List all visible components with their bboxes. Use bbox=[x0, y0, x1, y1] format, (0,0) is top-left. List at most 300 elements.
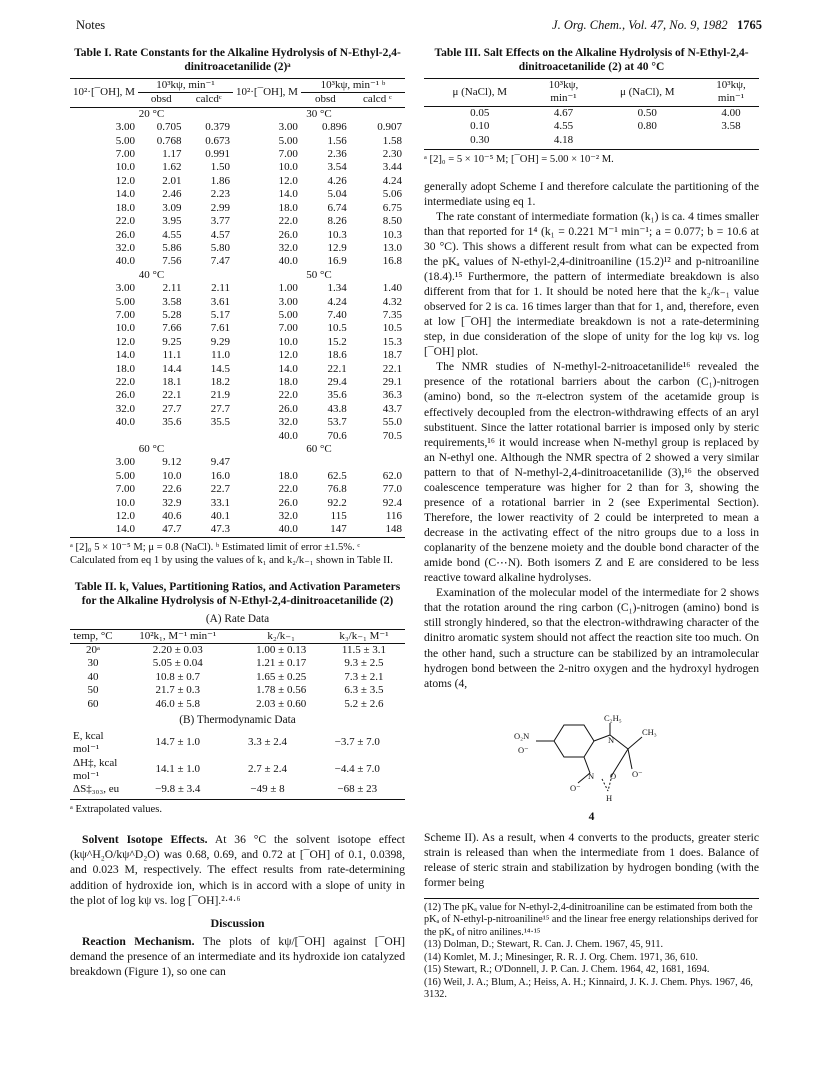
table-cell: 4.24 bbox=[327, 295, 347, 308]
table-cell: 2.11 bbox=[162, 282, 182, 295]
running-header-right bbox=[552, 18, 762, 33]
t1-temp-row bbox=[70, 443, 405, 456]
table-cell: 18.0 bbox=[278, 375, 298, 388]
table-cell: 10.0 bbox=[115, 496, 135, 509]
table-cell bbox=[592, 134, 704, 147]
footnote-entry: (16) Weil, J. A.; Blum, A.; Heiss, A. H.; Kinnaird, J. K. J. Chem. Phys. 1967, 46, 3132. bbox=[424, 976, 753, 1001]
table-row bbox=[70, 456, 405, 469]
table-cell: 26.0 bbox=[115, 228, 135, 241]
table2-caption-text: k, Values, Partitioning Ratios, and Activation Parameters for the Alkaline Hydrolysis of N-Ethyl-2,4-dinitroacetanilide (2) bbox=[81, 580, 401, 607]
table-cell: 12.9 bbox=[327, 241, 347, 254]
table-cell: 1.00 bbox=[278, 282, 298, 295]
t1-head-k2: 10³kψ, min⁻¹ ᵇ bbox=[301, 79, 405, 93]
svg-text:O⁻: O⁻ bbox=[518, 744, 529, 755]
table-row bbox=[70, 175, 405, 188]
table-cell: 22.0 bbox=[115, 215, 135, 228]
table-cell: 2.99 bbox=[210, 201, 230, 214]
table-cell: 1.56 bbox=[327, 134, 347, 147]
table-row bbox=[70, 229, 405, 242]
table-cell: 35.5 bbox=[210, 416, 230, 429]
table-row bbox=[70, 510, 405, 523]
table-cell: 26.0 bbox=[278, 228, 298, 241]
table-cell: 5.86 bbox=[162, 241, 182, 254]
table-row bbox=[70, 470, 405, 483]
heading-mechanism: Reaction Mechanism. bbox=[82, 935, 195, 949]
table-cell: 1.17 bbox=[162, 148, 182, 161]
table-cell: 18.0 bbox=[278, 469, 298, 482]
section-discussion: Discussion bbox=[210, 915, 265, 930]
table-cell: 2.36 bbox=[327, 148, 347, 161]
table-cell: 76.8 bbox=[327, 483, 347, 496]
table-cell: 7.56 bbox=[162, 255, 182, 268]
table-cell: 0.05 bbox=[470, 106, 490, 119]
table-cell: 4.26 bbox=[327, 174, 347, 187]
table-row bbox=[70, 523, 405, 537]
table-cell: 11.1 bbox=[162, 349, 182, 362]
table-row bbox=[70, 657, 405, 670]
table-cell: 5.00 bbox=[115, 469, 135, 482]
t3-head-mu2: μ (NaCl), M bbox=[620, 85, 675, 98]
table-cell: 10.0 bbox=[115, 161, 135, 174]
table-cell: 3.44 bbox=[382, 161, 402, 174]
running-header-left: Notes bbox=[76, 18, 106, 32]
table-cell: 3.95 bbox=[162, 215, 182, 228]
table2-sub-b: (B) Thermodynamic Data bbox=[179, 714, 296, 727]
table-cell: 29.1 bbox=[382, 375, 402, 388]
table-row bbox=[70, 242, 405, 255]
table-cell: 6.3 ± 3.5 bbox=[344, 684, 384, 697]
table-cell: 0.50 bbox=[637, 106, 657, 119]
table-cell: 11.5 ± 3.1 bbox=[341, 644, 386, 657]
table-cell: 4.18 bbox=[553, 133, 574, 146]
table-cell: 18.0 bbox=[115, 201, 135, 214]
svg-text:O⁻: O⁻ bbox=[570, 782, 581, 793]
table-row bbox=[70, 644, 405, 658]
table-cell: 3.00 bbox=[115, 282, 135, 295]
table-cell: 70.6 bbox=[327, 429, 347, 442]
table-cell: 7.40 bbox=[327, 308, 347, 321]
table-cell: 40 bbox=[87, 670, 99, 683]
svg-text:N: N bbox=[608, 734, 615, 745]
table-cell: 0.991 bbox=[205, 148, 230, 161]
table-cell: 10.3 bbox=[382, 228, 402, 241]
table-cell bbox=[138, 430, 185, 443]
table-cell: 26.0 bbox=[115, 389, 135, 402]
table-cell: 22.7 bbox=[210, 483, 230, 496]
table1-caption bbox=[70, 46, 405, 74]
table-cell: 50 bbox=[87, 684, 99, 697]
table-cell: 0.896 bbox=[322, 121, 347, 134]
page-number: 1765 bbox=[737, 18, 762, 32]
table-cell: 32.0 bbox=[278, 241, 298, 254]
table-cell: 18.0 bbox=[115, 362, 135, 375]
t1-temp-left: 60 °C bbox=[138, 443, 165, 455]
table-row bbox=[70, 188, 405, 201]
table-cell: 16.9 bbox=[327, 255, 347, 268]
table-cell: 7.66 bbox=[162, 322, 182, 335]
table-cell: 26.0 bbox=[278, 496, 298, 509]
table2 bbox=[70, 629, 405, 711]
table-cell: 9.29 bbox=[210, 335, 230, 348]
table-cell: 14.4 bbox=[162, 362, 182, 375]
table-cell: 2.20 ± 0.03 bbox=[152, 644, 203, 657]
t2-head-k3: k₃/k₋₁ M⁻¹ bbox=[339, 629, 389, 642]
table-cell: 10.0 bbox=[278, 161, 298, 174]
table-cell: 40.1 bbox=[210, 510, 230, 523]
table-cell: 14.7 ± 1.0 bbox=[155, 736, 201, 749]
table-cell: 5.05 ± 0.04 bbox=[152, 657, 203, 670]
svg-text:O₂N: O₂N bbox=[514, 730, 530, 741]
table-row bbox=[70, 336, 405, 349]
table-cell: 22.1 bbox=[327, 362, 347, 375]
table-cell: 6.75 bbox=[382, 201, 402, 214]
methyl-label: CH₃ bbox=[642, 726, 657, 737]
table-cell: 7.00 bbox=[115, 148, 135, 161]
table-cell: 5.06 bbox=[382, 188, 402, 201]
left-column bbox=[70, 44, 405, 979]
table-cell: 3.58 bbox=[721, 120, 741, 133]
table-cell: 40.0 bbox=[278, 523, 298, 536]
table-row bbox=[70, 483, 405, 496]
table-row bbox=[70, 135, 405, 148]
table1-label: Table I. bbox=[74, 47, 112, 59]
table-cell: 3.00 bbox=[115, 456, 135, 469]
table-cell: 5.00 bbox=[278, 308, 298, 321]
table-cell: 6.74 bbox=[327, 201, 347, 214]
table-cell: 14.0 bbox=[115, 349, 135, 362]
table-row bbox=[70, 389, 405, 402]
table-cell bbox=[703, 134, 759, 147]
table-row bbox=[70, 430, 405, 443]
thermo-label: E, kcal mol⁻¹ bbox=[73, 729, 104, 756]
table-cell: 40.0 bbox=[278, 255, 298, 268]
t1-head-calcd: calcdᶜ bbox=[195, 93, 222, 106]
table-cell: 3.3 ± 2.4 bbox=[247, 736, 288, 749]
table-cell: 5.00 bbox=[115, 295, 135, 308]
t1-temp-right: 60 °C bbox=[306, 443, 332, 455]
table-row bbox=[70, 121, 405, 134]
t1-temp-row bbox=[70, 269, 405, 282]
thermo-row bbox=[70, 783, 405, 796]
table-cell: 22.0 bbox=[278, 389, 298, 402]
table-cell: 40.0 bbox=[278, 429, 298, 442]
paragraph-nmr: The NMR studies of N-methyl-2-nitroacetanilide¹⁶ revealed the presence of the rotational barriers about the carbon (C₁)-nitrogen (amino) bond, so the π-electron system of the acetamide group is effectively decoupled from the electron-withdrawing effects of an aryl substituent. Since the latter rotational barrier is imposed only by steric requirements,¹⁶ it would increase when N-methyl group is replaced by an N-ethyl one. Although the NMR spectra of 2 showed a very similar pattern to that of N-methyl-2,4-dinitroacetanilide (3),¹⁶ the observed coalescence temperature was higher for 2 than for 3, showing the presence of a rotational barrier in 2 (see Experimental Section). Therefore, the lower reactivity of 2 could be interpreted to mean a decrease in the activating effect of the nitro groups due to a loss in coplanarity of the benzene moiety and the double bond character of the amide bond (C⋯N). Both isomers Z and E are considered to be less reactive toward alkaline hydrolyses. bbox=[424, 360, 759, 585]
table3 bbox=[424, 78, 759, 147]
table-cell: −68 ± 23 bbox=[337, 783, 378, 796]
table-cell: 10.5 bbox=[382, 322, 402, 335]
table-cell: 92.4 bbox=[382, 496, 402, 509]
table-cell: 2.30 bbox=[382, 148, 402, 161]
t1-temp-left: 20 °C bbox=[138, 107, 165, 120]
table2-label: Table II. bbox=[74, 580, 117, 593]
heading-isotope: Solvent Isotope Effects. bbox=[82, 833, 208, 847]
table-cell: 7.47 bbox=[210, 255, 230, 268]
table-cell: 14.0 bbox=[115, 523, 135, 536]
t1-temp-row bbox=[70, 107, 405, 121]
table-cell: 43.7 bbox=[382, 402, 402, 415]
table-row bbox=[424, 120, 759, 133]
t3-head-k: 10³kψ, min⁻¹ bbox=[548, 79, 579, 105]
table-row bbox=[70, 215, 405, 228]
table-cell: 62.0 bbox=[382, 469, 402, 482]
thermo-row bbox=[70, 730, 405, 757]
table-cell: 0.379 bbox=[205, 121, 230, 134]
table-cell: 1.40 bbox=[382, 282, 402, 295]
table-cell: 40.0 bbox=[115, 255, 135, 268]
table-cell: 4.57 bbox=[210, 228, 230, 241]
table-cell: 3.61 bbox=[210, 295, 230, 308]
table-row bbox=[70, 684, 405, 697]
table-cell: 1.78 ± 0.56 bbox=[256, 684, 307, 697]
table1-caption-text: Rate Constants for the Alkaline Hydrolysis of N-Ethyl-2,4-dinitroacetanilide (2)ᵃ bbox=[114, 47, 401, 74]
table-cell: 5.17 bbox=[210, 308, 230, 321]
table-cell: 20ᵃ bbox=[85, 644, 100, 657]
table-row bbox=[70, 309, 405, 322]
table-cell: 1.50 bbox=[210, 161, 230, 174]
t1-temp-right: 50 °C bbox=[306, 268, 332, 281]
table-cell: 1.00 ± 0.13 bbox=[256, 644, 307, 657]
table-cell: 22.0 bbox=[278, 215, 298, 228]
table-cell bbox=[350, 456, 405, 469]
table-cell bbox=[70, 430, 138, 443]
table-cell bbox=[233, 456, 301, 469]
table-cell: 32.0 bbox=[115, 241, 135, 254]
table-cell: 32.0 bbox=[115, 402, 135, 415]
table-cell: 18.1 bbox=[162, 375, 182, 388]
table-cell: 5.00 bbox=[278, 134, 298, 147]
table-cell: 2.01 bbox=[162, 174, 182, 187]
t1-head-calcd2: calcd ᶜ bbox=[362, 93, 392, 106]
table-cell: 32.0 bbox=[278, 416, 298, 429]
table-cell: 12.0 bbox=[115, 174, 135, 187]
table-cell: 7.35 bbox=[382, 308, 402, 321]
table-cell: 0.673 bbox=[205, 134, 230, 147]
table-cell: 18.0 bbox=[278, 201, 298, 214]
table-cell: 10.8 ± 0.7 bbox=[155, 670, 201, 683]
text-isotope: At 36 °C the solvent isotope effect (kψ^H₂O/kψ^D₂O) was 0.68, 0.69, and 0.72 at [¯OH] of 0.1, 0.0398, and 0.023 M, respectively. The effect results from rate-determining addition of hydroxide ion, which is in accord with a slope of unity in the plot of log kψ vs. log [¯OH].²·⁴·⁶ bbox=[70, 833, 405, 907]
table-cell: 92.2 bbox=[327, 496, 347, 509]
table-cell: 32.9 bbox=[162, 496, 182, 509]
paragraph-mechanism bbox=[70, 934, 405, 979]
table-cell: 35.6 bbox=[327, 389, 347, 402]
table-row bbox=[70, 698, 405, 711]
table1 bbox=[70, 78, 405, 538]
table-row bbox=[70, 161, 405, 174]
table-cell: 5.28 bbox=[162, 308, 182, 321]
table-cell: 1.21 ± 0.17 bbox=[256, 657, 307, 670]
svg-text:H: H bbox=[606, 792, 613, 803]
footnote-entry: (15) Stewart, R.; O'Donnell, J. P. Can. J. Chem. 1964, 42, 1681, 1694. bbox=[424, 964, 710, 976]
table-row bbox=[70, 416, 405, 429]
table-cell: 1.86 bbox=[210, 174, 230, 187]
table3-caption-text: Salt Effects on the Alkaline Hydrolysis of N-Ethyl-2,4-dinitroacetanilide (2) at 40 °C bbox=[483, 47, 749, 74]
table-cell: 1.58 bbox=[382, 134, 402, 147]
table-cell: 10.0 bbox=[278, 335, 298, 348]
table-cell: 10.5 bbox=[327, 322, 347, 335]
table-cell: 53.7 bbox=[327, 416, 347, 429]
table-cell: 30 bbox=[87, 657, 99, 670]
table3-label: Table III. bbox=[434, 47, 481, 59]
table-cell: 27.7 bbox=[210, 402, 230, 415]
table-cell: 22.1 bbox=[382, 362, 402, 375]
table-cell: 11.0 bbox=[211, 349, 230, 362]
table-cell: −49 ± 8 bbox=[250, 783, 285, 796]
paragraph-molecular-model: Examination of the molecular model of the intermediate for 2 shows that the rotation around the ring carbon (C₁)-nitrogen (amino) bond is still strongly hindered, so that the electron-withdrawing character of the dinitro aromatic system should not affect the reaction site too much. On the other hand, such a structure can be stabilized by an intramolecular hydrogen bond between the 2-nitro oxygen and the hydroxyl hydrogen atoms (4, bbox=[424, 586, 759, 690]
table-cell: −9.8 ± 3.4 bbox=[155, 783, 201, 796]
table-cell: 1.65 ± 0.25 bbox=[256, 670, 307, 683]
table-cell: 4.24 bbox=[382, 174, 402, 187]
svg-text:O: O bbox=[610, 770, 617, 781]
footnotes bbox=[424, 898, 759, 1002]
table-cell: 22.1 bbox=[162, 389, 182, 402]
table-cell: 22.6 bbox=[162, 483, 182, 496]
table-cell bbox=[184, 430, 232, 443]
table-cell: 9.47 bbox=[210, 456, 230, 469]
table-cell: 4.55 bbox=[162, 228, 182, 241]
t3-head-k2: 10³kψ, min⁻¹ bbox=[716, 79, 746, 105]
t1-head-conc2: 10²·[¯OH], M bbox=[235, 86, 298, 99]
table-cell: 14.0 bbox=[278, 362, 298, 375]
table-row bbox=[70, 322, 405, 335]
table-cell: 12.0 bbox=[278, 349, 298, 362]
table-cell: 116 bbox=[385, 510, 402, 523]
table-cell: 15.2 bbox=[327, 335, 347, 348]
table-cell: 9.12 bbox=[162, 456, 182, 469]
table-cell: 47.7 bbox=[162, 523, 182, 536]
table-row bbox=[70, 282, 405, 295]
t1-head-obsd: obsd bbox=[150, 93, 172, 106]
thermo-row bbox=[70, 757, 405, 784]
table-cell: 29.4 bbox=[327, 375, 347, 388]
table-cell: 40.6 bbox=[162, 510, 182, 523]
table-cell: 147 bbox=[330, 523, 347, 536]
table-row bbox=[70, 671, 405, 684]
footnote-entry: (12) The pKₐ value for N-ethyl-2,4-dinitroaniline can be estimated from both the pKₐ of N-ethyl-p-nitroaniline¹⁵ and the linear free energy relationships derived for the pKₐ of nitro anilines.¹⁴·¹⁵ bbox=[424, 902, 758, 938]
table-cell bbox=[301, 456, 350, 469]
table-cell: 148 bbox=[385, 523, 402, 536]
table-cell: 14.0 bbox=[115, 188, 135, 201]
table-cell: 15.3 bbox=[382, 335, 402, 348]
table-row bbox=[70, 376, 405, 389]
table-row bbox=[70, 349, 405, 362]
table-cell: 12.0 bbox=[115, 510, 135, 523]
text-mechanism: The plots of kψ/[¯OH] against [¯OH] demand the presence of an intermediate and its hydroxide ion catalyzed breakdown (Figure 1), so one can bbox=[70, 935, 405, 979]
table-cell: 21.9 bbox=[210, 389, 230, 402]
table2-thermo bbox=[70, 730, 405, 797]
table-cell: 32.0 bbox=[278, 510, 298, 523]
table-cell: 5.80 bbox=[210, 241, 230, 254]
table-cell: 47.3 bbox=[210, 523, 230, 536]
thermo-label: ΔS‡₃₀₃, eu bbox=[73, 783, 120, 796]
t1-head-obsd2: obsd bbox=[314, 93, 336, 106]
structure-diagram bbox=[512, 695, 672, 805]
table-cell: 0.907 bbox=[377, 121, 402, 134]
table-cell: 0.705 bbox=[156, 121, 182, 134]
table-cell: 2.7 ± 2.4 bbox=[247, 763, 288, 776]
table-cell: 18.2 bbox=[210, 375, 230, 388]
journal-citation: J. Org. Chem., Vol. 47, No. 9, 1982 bbox=[552, 18, 728, 32]
table-cell: 7.00 bbox=[115, 483, 135, 496]
table-cell: 9.25 bbox=[162, 335, 182, 348]
t1-temp-right: 30 °C bbox=[306, 107, 332, 120]
table-cell: 12.0 bbox=[115, 335, 135, 348]
table-cell: 3.09 bbox=[162, 201, 182, 214]
table-cell: 13.0 bbox=[382, 241, 402, 254]
table-cell: 0.768 bbox=[156, 134, 182, 147]
table-cell: 0.30 bbox=[470, 133, 490, 146]
table3-caption bbox=[424, 46, 759, 74]
table-cell: 16.0 bbox=[210, 469, 230, 482]
table-cell: 77.0 bbox=[382, 483, 402, 496]
table-cell: 3.00 bbox=[278, 121, 298, 134]
t1-temp-left: 40 °C bbox=[138, 268, 165, 281]
table-cell: 3.00 bbox=[278, 295, 298, 308]
table1-footnote: ᵃ [2]₀ 5 × 10⁻⁵ M; μ = 0.8 (NaCl). ᵇ Estimated limit of error ±1.5%. ᶜ Calculated from eq 1 by using the values of k₁ and k₂/k₋₁ shown in Table II. bbox=[70, 541, 393, 567]
table-cell: 4.67 bbox=[553, 106, 574, 119]
table-cell: 14.1 ± 1.0 bbox=[155, 763, 201, 776]
table-cell: 70.5 bbox=[382, 429, 402, 442]
table-cell: 5.04 bbox=[327, 188, 347, 201]
table2-caption bbox=[70, 580, 405, 608]
table-cell: 3.58 bbox=[162, 295, 182, 308]
table-cell: 35.6 bbox=[162, 416, 182, 429]
t2-head-k1: 10²k₁, M⁻¹ min⁻¹ bbox=[139, 629, 217, 642]
table-cell: 55.0 bbox=[382, 416, 402, 429]
table-row bbox=[70, 255, 405, 268]
table-cell: 1.34 bbox=[327, 282, 347, 295]
table-cell: 8.26 bbox=[327, 215, 347, 228]
t3-head-mu: μ (NaCl), M bbox=[452, 85, 507, 98]
table-cell: 4.55 bbox=[553, 120, 574, 133]
table-cell: 33.1 bbox=[210, 496, 230, 509]
table-cell: 46.0 ± 5.8 bbox=[155, 697, 201, 710]
table-row bbox=[70, 296, 405, 309]
table-cell: 2.11 bbox=[211, 282, 230, 295]
table-cell: −4.4 ± 7.0 bbox=[334, 763, 380, 776]
right-column bbox=[424, 44, 759, 1002]
table-cell: 60 bbox=[87, 697, 99, 710]
paragraph-scheme-i: generally adopt Scheme I and therefore calculate the partitioning of the intermediate using eq 1. bbox=[424, 179, 759, 208]
t1-head-k: 10³kψ, min⁻¹ bbox=[138, 79, 233, 93]
table3-footnote: ᵃ [2]₀ = 5 × 10⁻⁵ M; [¯OH] = 5.00 × 10⁻² M. bbox=[424, 154, 614, 166]
table-row bbox=[70, 497, 405, 510]
table-cell: 3.77 bbox=[210, 215, 230, 228]
svg-text:N: N bbox=[588, 770, 595, 781]
table-cell: 10.0 bbox=[115, 322, 135, 335]
table-cell: 5.00 bbox=[115, 134, 135, 147]
table-cell: 0.80 bbox=[637, 120, 657, 133]
table-cell: 8.50 bbox=[382, 215, 402, 228]
t2-head-temp: temp, °C bbox=[73, 629, 113, 642]
table-cell: 7.00 bbox=[278, 148, 298, 161]
table2-sub-a: (A) Rate Data bbox=[205, 612, 270, 625]
table-cell: 22.0 bbox=[278, 483, 298, 496]
table-cell: 3.54 bbox=[327, 161, 347, 174]
table-cell: 2.23 bbox=[210, 188, 230, 201]
table-cell: 2.46 bbox=[162, 188, 182, 201]
table-row bbox=[70, 148, 405, 161]
table-cell: 43.8 bbox=[327, 402, 347, 415]
table-cell: 7.61 bbox=[210, 322, 230, 335]
scheme-structure-4 bbox=[424, 695, 759, 807]
thermo-label: ΔH‡, kcal mol⁻¹ bbox=[73, 756, 118, 782]
table-cell: −3.7 ± 7.0 bbox=[334, 736, 380, 749]
compound-number: 4 bbox=[588, 809, 595, 823]
table-cell: 7.3 ± 2.1 bbox=[344, 670, 384, 683]
table-row bbox=[70, 202, 405, 215]
paragraph-rate-constant: The rate constant of intermediate formation (k₁) is ca. 4 times smaller than that reported for 1⁴ (k₁ = 0.221 M⁻¹ min⁻¹; a = 0.077; b = 10.6 at 30 °C). This shows a different result from what can be expected from the pKₐ values of N-ethyl-2,4-dinitroaniline (15.2)¹² and p-nitroaniline (18.4).¹⁵ Furthermore, the pattern of intermediate breakdown is also different from that for 1. It should be noted here that the k₂/k₋₁ value observed for 2 is ca. 16 times larger than that for 1, and, therefore, even at low [¯OH] the intermediate breakdown is not a rate-determining step, in due consideration of the slope of unity for the log kψ vs. log [¯OH] plot. bbox=[424, 209, 759, 359]
table-cell: 26.0 bbox=[278, 402, 298, 415]
